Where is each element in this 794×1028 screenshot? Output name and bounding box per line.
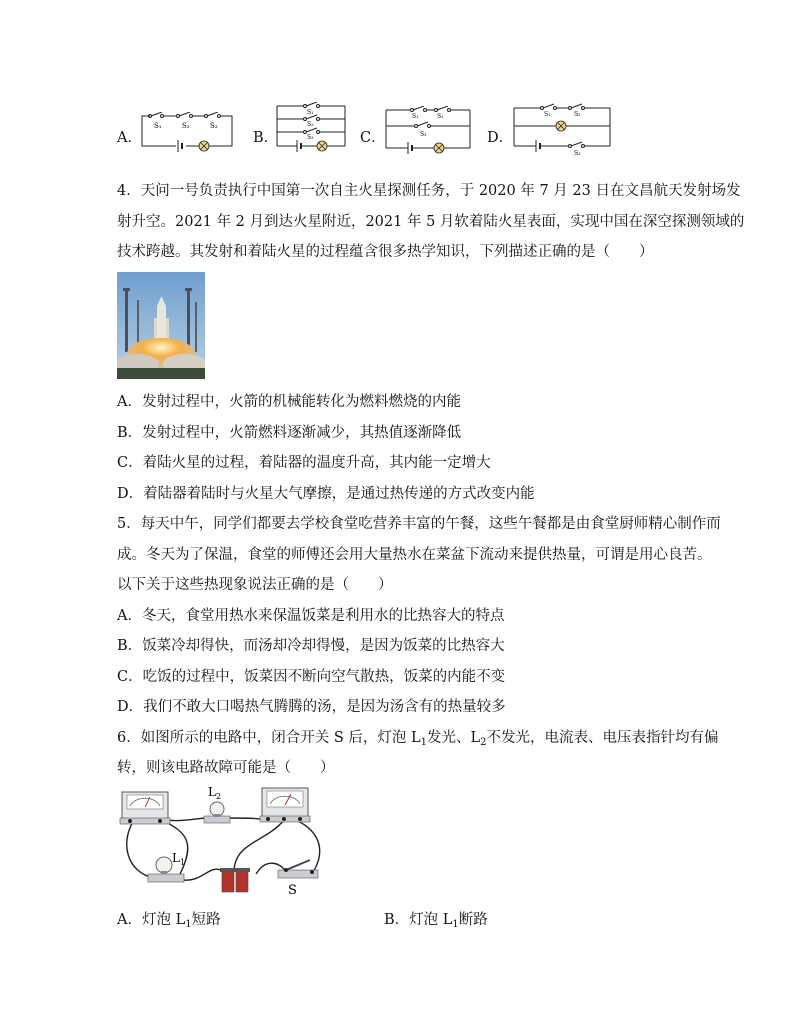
voltmeter-icon <box>260 788 310 822</box>
q4-option-c: C．着陆火星的过程，着陆器的温度升高，其内能一定增大 <box>117 455 491 471</box>
switch-label: S₂ <box>182 122 190 130</box>
q6-option-b-suffix: 断路 <box>458 912 488 928</box>
switch-label: S₁ <box>307 109 314 116</box>
switch-label: S₃ <box>307 134 314 141</box>
q5-option-b: B．饭菜冷却得快，而汤却冷却得慢，是因为饭菜的比热容大 <box>117 638 505 654</box>
bulb-l1-label: $L_1$ <box>172 851 186 867</box>
switch-label: S₁ <box>412 113 419 120</box>
switch-label: S₁ <box>154 122 162 130</box>
q3-option-b-circuit <box>275 102 347 156</box>
bulb-l2-icon <box>204 802 230 823</box>
q6-option-a-prefix: A．灯泡 L <box>117 912 186 928</box>
q6-option-b-sub: 1 <box>452 919 459 930</box>
q5-stem-line-2: 成。冬天为了保温，食堂的师傅还会用大量热水在菜盆下流动来提供热量，可谓是用心良苦。 <box>117 547 712 563</box>
q3-option-c-circuit <box>384 106 472 158</box>
switch-label: S₃ <box>420 131 427 138</box>
q6-stem-line-1 <box>117 728 719 753</box>
q3-option-a-circuit <box>140 112 236 154</box>
q5-option-c: C．吃饭的过程中，饭菜因不断向空气散热，饭菜的内能不变 <box>117 669 506 685</box>
q3-option-d-circuit <box>512 102 612 158</box>
switch-label: S₃ <box>574 150 581 157</box>
q4-option-d: D．着陆器着陆时与火星大气摩擦，是通过热传递的方式改变内能 <box>117 486 535 502</box>
q5-stem-line-1: 5．每天中午，同学们都要去学校食堂吃营养丰富的午餐，这些午餐都是由食堂厨师精心制作而 <box>117 516 721 532</box>
q3-option-b-label: B． <box>253 130 279 146</box>
q3-option-a-label: A． <box>117 130 142 146</box>
q5-stem-line-3: 以下关于这些热现象说法正确的是（ ） <box>117 577 393 593</box>
q6-stem-line-2: 转，则该电路故障可能是（ ） <box>117 760 335 776</box>
q6-stem-part: 不发光，电流表、电压表指针均有偏 <box>486 730 719 746</box>
switch-label: S₁ <box>544 111 551 118</box>
bulb-l2-label: $L_2$ <box>208 785 222 801</box>
switch-s-label: S <box>288 883 297 898</box>
q6-circuit-figure <box>116 782 332 900</box>
q4-stem-line-2: 射升空。2021 年 2 月到达火星附近，2021 年 5 月软着陆火星表面，实现中国在深空探测领域的 <box>117 214 745 230</box>
rocket-launch-image <box>117 272 205 379</box>
q6-stem-part: 6．如图所示的电路中，闭合开关 S 后，灯泡 L <box>117 730 421 746</box>
ammeter-icon <box>120 792 170 824</box>
q6-stem-part: 发光、L <box>427 730 481 746</box>
q3-options <box>0 109 794 168</box>
q4-stem-line-1: 4．天问一号负责执行中国第一次自主火星探测任务，于 2020 年 7 月 23 日在文昌航天发射场发 <box>117 183 741 199</box>
q4-option-b: B．发射过程中，火箭燃料逐渐减少，其热值逐渐降低 <box>117 425 462 441</box>
switch-label: S₂ <box>574 111 581 118</box>
q6-option-b-prefix: B．灯泡 L <box>384 912 453 928</box>
q3-option-d-label: D． <box>487 130 514 146</box>
q6-option-b <box>384 910 488 935</box>
q6-stem-sub: 2 <box>480 737 487 748</box>
battery-icon <box>220 868 250 892</box>
q5-option-a: A．冬天，食堂用热水来保温饭菜是利用水的比热容大的特点 <box>117 608 505 624</box>
switch-label: S₂ <box>437 113 444 120</box>
q4-option-a: A．发射过程中，火箭的机械能转化为燃料燃烧的内能 <box>117 394 461 410</box>
switch-label: S₂ <box>307 121 314 128</box>
switch-label: S₃ <box>210 122 218 130</box>
q3-option-c-label: C． <box>360 130 386 146</box>
q4-stem-line-3: 技术跨越。其发射和着陆火星的过程蕴含很多热学知识，下列描述正确的是（ ） <box>117 244 654 260</box>
q6-option-a-suffix: 短路 <box>191 912 221 928</box>
q6-stem-sub: 1 <box>420 737 427 748</box>
q5-option-d: D．我们不敢大口喝热气腾腾的汤，是因为汤含有的热量较多 <box>117 699 506 715</box>
q6-option-a <box>117 910 221 935</box>
q6-option-a-sub: 1 <box>185 919 192 930</box>
